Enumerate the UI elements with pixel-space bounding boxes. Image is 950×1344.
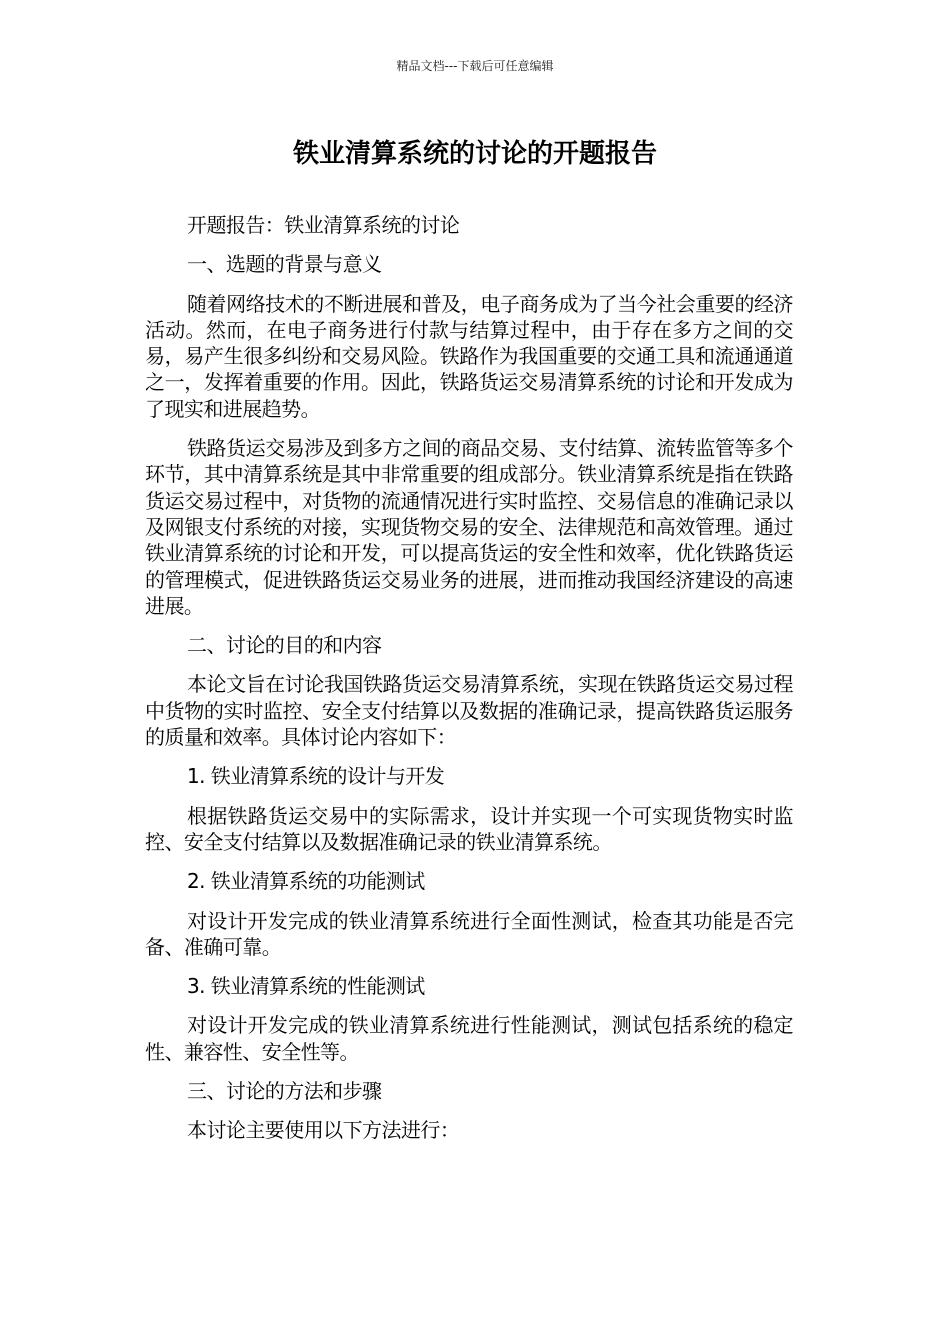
document-title: 铁业清算系统的讨论的开题报告 xyxy=(292,139,657,169)
list-item-heading: 3. 铁业清算系统的性能测试 xyxy=(187,974,425,999)
paragraph: 对设计开发完成的铁业清算系统进行全面性测试，检查其功能是否完备、准确可靠。 xyxy=(145,908,793,959)
paragraph-report-heading: 开题报告：铁业清算系统的讨论 xyxy=(187,213,460,237)
header-note: 精品文档---下载后可任意编辑 xyxy=(396,59,554,73)
section-heading-background: 一、选题的背景与意义 xyxy=(187,252,382,277)
list-item-heading: 2. 铁业清算系统的功能测试 xyxy=(187,869,425,894)
paragraph: 随着网络技术的不断进展和普及，电子商务成为了当今社会重要的经济活动。然而，在电子商务进行付款与结算过程中，由于存在多方之间的交易，易产生很多纠纷和交易风险。铁路作为我国重要的交通工具和流通通道之一，发挥着重要的作用。因此，铁路货运交易清算系统的讨论和开发成为了现实和进展趋势。 xyxy=(145,291,793,421)
paragraph: 对设计开发完成的铁业清算系统进行性能测试，测试包括系统的稳定性、兼容性、安全性等。 xyxy=(145,1013,793,1064)
section-heading-purpose: 二、讨论的目的和内容 xyxy=(187,633,382,658)
section-heading-methods: 三、讨论的方法和步骤 xyxy=(187,1079,382,1104)
paragraph: 本讨论主要使用以下方法进行： xyxy=(187,1118,460,1143)
list-item-heading: 1. 铁业清算系统的设计与开发 xyxy=(187,764,445,789)
paragraph: 铁路货运交易涉及到多方之间的商品交易、支付结算、流转监管等多个环节，其中清算系统是其中非常重要的组成部分。铁业清算系统是指在铁路货运交易过程中，对货物的流通情况进行实时监控、交易信息的准确记录以及网银支付系统的对接，实现货物交易的安全、法律规范和高效管理。通过铁业清算系统的讨论和开发，可以提高货运的安全性和效率，优化铁路货运的管理模式，促进铁路货运交易业务的进展，进而推动我国经济建设的高速进展。 xyxy=(145,436,793,618)
paragraph: 本论文旨在讨论我国铁路货运交易清算系统，实现在铁路货运交易过程中货物的实时监控、安全支付结算以及数据的准确记录，提高铁路货运服务的质量和效率。具体讨论内容如下： xyxy=(145,672,793,750)
document-body xyxy=(145,212,793,1157)
paragraph: 根据铁路货运交易中的实际需求，设计并实现一个可实现货物实时监控、安全支付结算以及数据准确记录的铁业清算系统。 xyxy=(145,803,793,854)
